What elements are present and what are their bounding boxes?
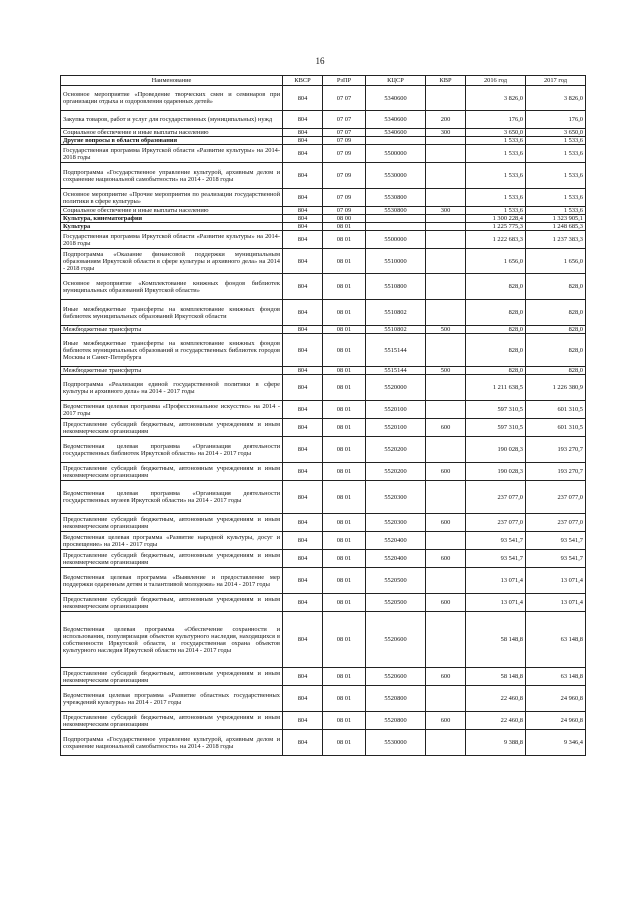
cell-2017: 93 541,7: [526, 532, 586, 550]
cell-kcsr: 5520200: [366, 463, 426, 481]
cell-name: Подпрограмма «Государственное управление культурой, архивным делом и сохранение национальной самобытности» на 2014 - 2018 годы: [61, 730, 283, 756]
cell-name: Подпрограмма «Оказание финансовой поддержки муниципальным образованиям Иркутской области в сфере культуры и архивного дела» на 2014 - 2018 годы: [61, 249, 283, 274]
cell-kvr: 500: [426, 367, 466, 375]
cell-2016: 93 541,7: [466, 532, 526, 550]
table-row: [61, 367, 586, 375]
cell-kvsr: 804: [283, 594, 323, 612]
cell-rzpr: 08 01: [323, 568, 366, 594]
cell-kvsr: 804: [283, 163, 323, 189]
cell-kvsr: 804: [283, 334, 323, 367]
table-row: [61, 514, 586, 532]
cell-2017: 176,0: [526, 111, 586, 129]
table-row: [61, 401, 586, 419]
cell-rzpr: 08 01: [323, 437, 366, 463]
cell-kcsr: 5510800: [366, 274, 426, 300]
cell-kvsr: 804: [283, 137, 323, 145]
cell-rzpr: 07 07: [323, 111, 366, 129]
cell-2017: 237 077,0: [526, 481, 586, 514]
cell-rzpr: 07 07: [323, 86, 366, 111]
cell-name: Предоставление субсидий бюджетным, автономным учреждениям и иным некоммерческим организациям: [61, 712, 283, 730]
cell-rzpr: 08 01: [323, 712, 366, 730]
cell-2017: 13 071,4: [526, 568, 586, 594]
cell-kvr: 600: [426, 514, 466, 532]
cell-2016: 828,0: [466, 326, 526, 334]
cell-kvsr: 804: [283, 668, 323, 686]
cell-rzpr: 08 01: [323, 326, 366, 334]
cell-name: Предоставление субсидий бюджетным, автономным учреждениям и иным некоммерческим организациям: [61, 550, 283, 568]
cell-2017: 3 826,0: [526, 86, 586, 111]
cell-2016: 9 388,8: [466, 730, 526, 756]
table-row: [61, 712, 586, 730]
cell-2017: 1 533,6: [526, 189, 586, 207]
cell-rzpr: 08 01: [323, 375, 366, 401]
table-row: [61, 326, 586, 334]
cell-kvr: 300: [426, 207, 466, 215]
cell-2016: 237 077,0: [466, 481, 526, 514]
cell-kcsr: 5520500: [366, 594, 426, 612]
cell-2017: 1 248 685,3: [526, 223, 586, 231]
cell-kvr: [426, 334, 466, 367]
cell-2017: 601 310,5: [526, 419, 586, 437]
cell-name: Социальное обеспечение и иные выплаты населению: [61, 129, 283, 137]
cell-2016: 1 533,6: [466, 145, 526, 163]
cell-rzpr: 08 01: [323, 274, 366, 300]
cell-2016: 176,0: [466, 111, 526, 129]
cell-kvsr: 804: [283, 463, 323, 481]
cell-kvsr: 804: [283, 223, 323, 231]
cell-rzpr: 08 01: [323, 532, 366, 550]
cell-rzpr: 08 01: [323, 594, 366, 612]
header-2016: 2016 год: [466, 76, 526, 86]
cell-kvsr: 804: [283, 189, 323, 207]
cell-kcsr: 5500000: [366, 231, 426, 249]
cell-kcsr: 5515144: [366, 334, 426, 367]
cell-name: Ведомственная целевая программа «Развитие народной культуры, досуг и просвещение» на 2014 - 2017 годы: [61, 532, 283, 550]
cell-name: Основное мероприятие «Комплектование книжных фондов библиотек муниципальных образований Иркутской области»: [61, 274, 283, 300]
cell-name: Иные межбюджетные трансферты на комплектование книжных фондов библиотек муниципальных образований и государственных библиотек городов Москвы и Санкт-Петербурга: [61, 334, 283, 367]
cell-name: Межбюджетные трансферты: [61, 367, 283, 375]
cell-kvr: [426, 437, 466, 463]
cell-kvr: 500: [426, 326, 466, 334]
cell-kcsr: 5500000: [366, 145, 426, 163]
cell-name: Ведомственная целевая программа «Выявление и предоставление мер поддержки одаренным детям и талантливой молодежи» на 2014 - 2017 годы: [61, 568, 283, 594]
cell-2017: 63 148,8: [526, 668, 586, 686]
cell-name: Межбюджетные трансферты: [61, 326, 283, 334]
cell-kvr: [426, 481, 466, 514]
cell-name: Подпрограмма «Государственное управление культурой, архивным делом и сохранение национальной самобытности» на 2014 - 2018 годы: [61, 163, 283, 189]
table-row: [61, 137, 586, 145]
cell-kvsr: 804: [283, 481, 323, 514]
cell-2016: 1 533,6: [466, 137, 526, 145]
cell-kcsr: 5520800: [366, 712, 426, 730]
cell-2017: 1 533,6: [526, 137, 586, 145]
cell-name: Другие вопросы в области образования: [61, 137, 283, 145]
cell-kvsr: 804: [283, 129, 323, 137]
cell-rzpr: 07 09: [323, 163, 366, 189]
cell-2017: 1 323 905,1: [526, 215, 586, 223]
table-row: [61, 686, 586, 712]
cell-kvsr: 804: [283, 231, 323, 249]
cell-kcsr: 5520400: [366, 532, 426, 550]
cell-kcsr: 5520500: [366, 568, 426, 594]
table-row: [61, 300, 586, 326]
cell-kvr: [426, 300, 466, 326]
table-row: [61, 274, 586, 300]
cell-kcsr: 5530800: [366, 189, 426, 207]
table-header-row: [61, 76, 586, 86]
cell-kcsr: 5530000: [366, 730, 426, 756]
cell-kvsr: 804: [283, 514, 323, 532]
cell-rzpr: 08 01: [323, 514, 366, 532]
header-name: Наименование: [61, 76, 283, 86]
table-row: [61, 550, 586, 568]
cell-kcsr: 5340600: [366, 129, 426, 137]
table-body: [61, 86, 586, 756]
table-row: [61, 481, 586, 514]
cell-2017: 193 270,7: [526, 463, 586, 481]
cell-kvr: 600: [426, 463, 466, 481]
cell-name: Предоставление субсидий бюджетным, автономным учреждениям и иным некоммерческим организациям: [61, 419, 283, 437]
cell-2017: 601 310,5: [526, 401, 586, 419]
cell-2017: 1 533,6: [526, 145, 586, 163]
table-row: [61, 463, 586, 481]
cell-2017: 193 270,7: [526, 437, 586, 463]
table-row: [61, 419, 586, 437]
cell-rzpr: 08 01: [323, 231, 366, 249]
table-row: [61, 568, 586, 594]
header-rzpr: РзПР: [323, 76, 366, 86]
cell-2017: 828,0: [526, 334, 586, 367]
cell-rzpr: 08 01: [323, 367, 366, 375]
cell-kvr: [426, 163, 466, 189]
cell-2016: 828,0: [466, 300, 526, 326]
cell-kvsr: 804: [283, 274, 323, 300]
cell-rzpr: 08 01: [323, 300, 366, 326]
cell-name: Иные межбюджетные трансферты на комплектование книжных фондов библиотек муниципальных образований Иркутской области: [61, 300, 283, 326]
cell-kcsr: 5510802: [366, 300, 426, 326]
cell-kvr: [426, 612, 466, 668]
cell-2016: 190 028,3: [466, 437, 526, 463]
cell-2017: 1 237 383,3: [526, 231, 586, 249]
cell-rzpr: 08 01: [323, 463, 366, 481]
cell-2016: 1 211 638,5: [466, 375, 526, 401]
table-row: [61, 86, 586, 111]
cell-rzpr: 08 01: [323, 249, 366, 274]
cell-rzpr: 08 01: [323, 686, 366, 712]
cell-rzpr: 07 09: [323, 189, 366, 207]
cell-rzpr: 08 01: [323, 612, 366, 668]
cell-kvr: 600: [426, 668, 466, 686]
cell-2016: 828,0: [466, 274, 526, 300]
cell-kvr: 600: [426, 550, 466, 568]
cell-kvsr: 804: [283, 111, 323, 129]
cell-kvr: [426, 274, 466, 300]
cell-name: Ведомственная целевая программа «Развитие областных государственных учреждений культуры» на 2014 - 2017 годы: [61, 686, 283, 712]
cell-2016: 13 071,4: [466, 594, 526, 612]
cell-name: Предоставление субсидий бюджетным, автономным учреждениям и иным некоммерческим организациям: [61, 514, 283, 532]
cell-2017: 24 960,8: [526, 686, 586, 712]
cell-kvr: 200: [426, 111, 466, 129]
cell-name: Предоставление субсидий бюджетным, автономным учреждениям и иным некоммерческим организациям: [61, 594, 283, 612]
cell-2016: 93 541,7: [466, 550, 526, 568]
table-row: [61, 189, 586, 207]
cell-kvsr: 804: [283, 375, 323, 401]
cell-rzpr: 08 01: [323, 223, 366, 231]
table-row: [61, 668, 586, 686]
cell-name: Ведомственная целевая программа «Профессиональное искусство» на 2014 - 2017 годы: [61, 401, 283, 419]
cell-2016: 1 225 775,3: [466, 223, 526, 231]
cell-kcsr: 5340600: [366, 86, 426, 111]
cell-2016: 3 650,0: [466, 129, 526, 137]
cell-kvsr: 804: [283, 367, 323, 375]
cell-2016: 597 310,5: [466, 419, 526, 437]
cell-kvr: 600: [426, 594, 466, 612]
cell-name: Социальное обеспечение и иные выплаты населению: [61, 207, 283, 215]
cell-name: Ведомственная целевая программа «Организация деятельности государственных библиотек Иркутской области» на 2014 - 2017 годы: [61, 437, 283, 463]
cell-2017: 3 650,0: [526, 129, 586, 137]
cell-kcsr: 5520400: [366, 550, 426, 568]
cell-kcsr: 5520100: [366, 401, 426, 419]
cell-rzpr: 08 01: [323, 668, 366, 686]
header-2017: 2017 год: [526, 76, 586, 86]
table-row: [61, 207, 586, 215]
cell-kcsr: 5520100: [366, 419, 426, 437]
budget-table: [60, 75, 586, 756]
cell-kcsr: [366, 215, 426, 223]
cell-kvsr: 804: [283, 300, 323, 326]
cell-2017: 828,0: [526, 367, 586, 375]
cell-kcsr: 5520300: [366, 481, 426, 514]
cell-kcsr: 5515144: [366, 367, 426, 375]
cell-2017: 828,0: [526, 300, 586, 326]
cell-rzpr: 08 01: [323, 481, 366, 514]
cell-name: Ведомственная целевая программа «Обеспечение сохранности и использования, популяризация объектов культурного наследия, находящихся в собственности Иркутской области, и государственная охрана объектов культурного наследия Иркутской области на 2014 - 2017 годы: [61, 612, 283, 668]
cell-kvr: [426, 189, 466, 207]
cell-kvr: [426, 532, 466, 550]
header-kvsr: КВСР: [283, 76, 323, 86]
table-row: [61, 375, 586, 401]
cell-kcsr: 5520300: [366, 514, 426, 532]
cell-2017: 828,0: [526, 326, 586, 334]
cell-kvr: [426, 730, 466, 756]
cell-kvr: [426, 231, 466, 249]
cell-2017: 9 346,4: [526, 730, 586, 756]
cell-2017: 237 077,0: [526, 514, 586, 532]
table-row: [61, 532, 586, 550]
cell-name: Государственная программа Иркутской области «Развитие культуры» на 2014-2018 годы: [61, 231, 283, 249]
cell-2017: 1 226 380,9: [526, 375, 586, 401]
page-number: 16: [315, 56, 325, 66]
table-row: [61, 145, 586, 163]
cell-kvr: [426, 145, 466, 163]
cell-2016: 13 071,4: [466, 568, 526, 594]
cell-2016: 58 148,8: [466, 668, 526, 686]
table-row: [61, 437, 586, 463]
table-row: [61, 612, 586, 668]
cell-kvsr: 804: [283, 532, 323, 550]
cell-kvr: [426, 86, 466, 111]
cell-rzpr: 07 09: [323, 137, 366, 145]
cell-kcsr: 5520000: [366, 375, 426, 401]
cell-rzpr: 08 00: [323, 215, 366, 223]
cell-kvr: [426, 223, 466, 231]
cell-kvsr: 804: [283, 419, 323, 437]
cell-kcsr: 5520200: [366, 437, 426, 463]
cell-kvr: [426, 215, 466, 223]
cell-2016: 1 300 228,4: [466, 215, 526, 223]
cell-2017: 1 533,6: [526, 207, 586, 215]
table-row: [61, 334, 586, 367]
cell-kvsr: 804: [283, 326, 323, 334]
cell-2016: 1 533,6: [466, 189, 526, 207]
table-row: [61, 215, 586, 223]
cell-name: Основное мероприятие «Проведение творческих смен и семинаров при организации отдыха и оздоровления одаренных детей»: [61, 86, 283, 111]
cell-2016: 22 460,8: [466, 712, 526, 730]
cell-name: Основное мероприятие «Прочие мероприятия по реализации государственной политики в сфере культуры»: [61, 189, 283, 207]
cell-kcsr: [366, 223, 426, 231]
cell-2017: 1 533,6: [526, 163, 586, 189]
cell-kcsr: 5510000: [366, 249, 426, 274]
cell-2017: 1 656,0: [526, 249, 586, 274]
header-kcsr: КЦСР: [366, 76, 426, 86]
cell-kvr: [426, 686, 466, 712]
cell-kvsr: 804: [283, 249, 323, 274]
cell-name: Культура: [61, 223, 283, 231]
cell-rzpr: 08 01: [323, 401, 366, 419]
table-row: [61, 163, 586, 189]
cell-2016: 1 656,0: [466, 249, 526, 274]
cell-2017: 828,0: [526, 274, 586, 300]
table-row: [61, 730, 586, 756]
cell-2016: 1 222 683,3: [466, 231, 526, 249]
cell-kvr: 600: [426, 712, 466, 730]
header-kvr: КВР: [426, 76, 466, 86]
cell-2016: 190 028,3: [466, 463, 526, 481]
cell-2017: 13 071,4: [526, 594, 586, 612]
cell-rzpr: 08 01: [323, 550, 366, 568]
table-row: [61, 249, 586, 274]
cell-kvr: [426, 568, 466, 594]
cell-kvr: 300: [426, 129, 466, 137]
cell-name: Предоставление субсидий бюджетным, автономным учреждениям и иным некоммерческим организациям: [61, 668, 283, 686]
cell-2016: 597 310,5: [466, 401, 526, 419]
table-row: [61, 223, 586, 231]
cell-kcsr: 5510802: [366, 326, 426, 334]
table-row: [61, 129, 586, 137]
cell-rzpr: 08 01: [323, 730, 366, 756]
cell-rzpr: 07 09: [323, 145, 366, 163]
cell-kvsr: 804: [283, 550, 323, 568]
cell-kvr: [426, 249, 466, 274]
cell-name: Государственная программа Иркутской области «Развитие культуры» на 2014-2018 годы: [61, 145, 283, 163]
cell-rzpr: 08 01: [323, 419, 366, 437]
cell-kvsr: 804: [283, 730, 323, 756]
cell-kvsr: 804: [283, 686, 323, 712]
cell-2016: 58 148,8: [466, 612, 526, 668]
cell-kvr: 600: [426, 419, 466, 437]
cell-kvsr: 804: [283, 568, 323, 594]
table-row: [61, 594, 586, 612]
cell-kvsr: 804: [283, 437, 323, 463]
cell-kvsr: 804: [283, 612, 323, 668]
cell-kcsr: [366, 137, 426, 145]
cell-rzpr: 08 01: [323, 334, 366, 367]
cell-2016: 1 533,6: [466, 163, 526, 189]
cell-kvr: [426, 401, 466, 419]
cell-kcsr: 5530800: [366, 207, 426, 215]
cell-2016: 3 826,0: [466, 86, 526, 111]
table-row: [61, 231, 586, 249]
cell-kvr: [426, 137, 466, 145]
cell-2016: 22 460,8: [466, 686, 526, 712]
cell-kvsr: 804: [283, 401, 323, 419]
cell-name: Закупка товаров, работ и услуг для государственных (муниципальных) нужд: [61, 111, 283, 129]
cell-2016: 1 533,6: [466, 207, 526, 215]
cell-name: Подпрограмма «Реализация единой государственной политики в сфере культуры и архивного дела» на 2014 - 2017 годы: [61, 375, 283, 401]
table-row: [61, 111, 586, 129]
cell-kvsr: 804: [283, 86, 323, 111]
cell-name: Ведомственная целевая программа «Организация деятельности государственных музеев Иркутской области» на 2014 - 2017 годы: [61, 481, 283, 514]
cell-kvr: [426, 375, 466, 401]
cell-kvsr: 804: [283, 712, 323, 730]
cell-kcsr: 5520800: [366, 686, 426, 712]
cell-kcsr: 5520600: [366, 612, 426, 668]
cell-rzpr: 07 09: [323, 207, 366, 215]
cell-kvsr: 804: [283, 145, 323, 163]
cell-2016: 828,0: [466, 334, 526, 367]
cell-kcsr: 5530000: [366, 163, 426, 189]
cell-2017: 93 541,7: [526, 550, 586, 568]
cell-2016: 828,0: [466, 367, 526, 375]
cell-kvsr: 804: [283, 207, 323, 215]
cell-2016: 237 077,0: [466, 514, 526, 532]
cell-kvsr: 804: [283, 215, 323, 223]
cell-2017: 24 960,8: [526, 712, 586, 730]
cell-2017: 63 148,8: [526, 612, 586, 668]
cell-name: Культура, кинематография: [61, 215, 283, 223]
cell-kcsr: 5520600: [366, 668, 426, 686]
cell-kcsr: 5340600: [366, 111, 426, 129]
cell-name: Предоставление субсидий бюджетным, автономным учреждениям и иным некоммерческим организациям: [61, 463, 283, 481]
cell-rzpr: 07 07: [323, 129, 366, 137]
